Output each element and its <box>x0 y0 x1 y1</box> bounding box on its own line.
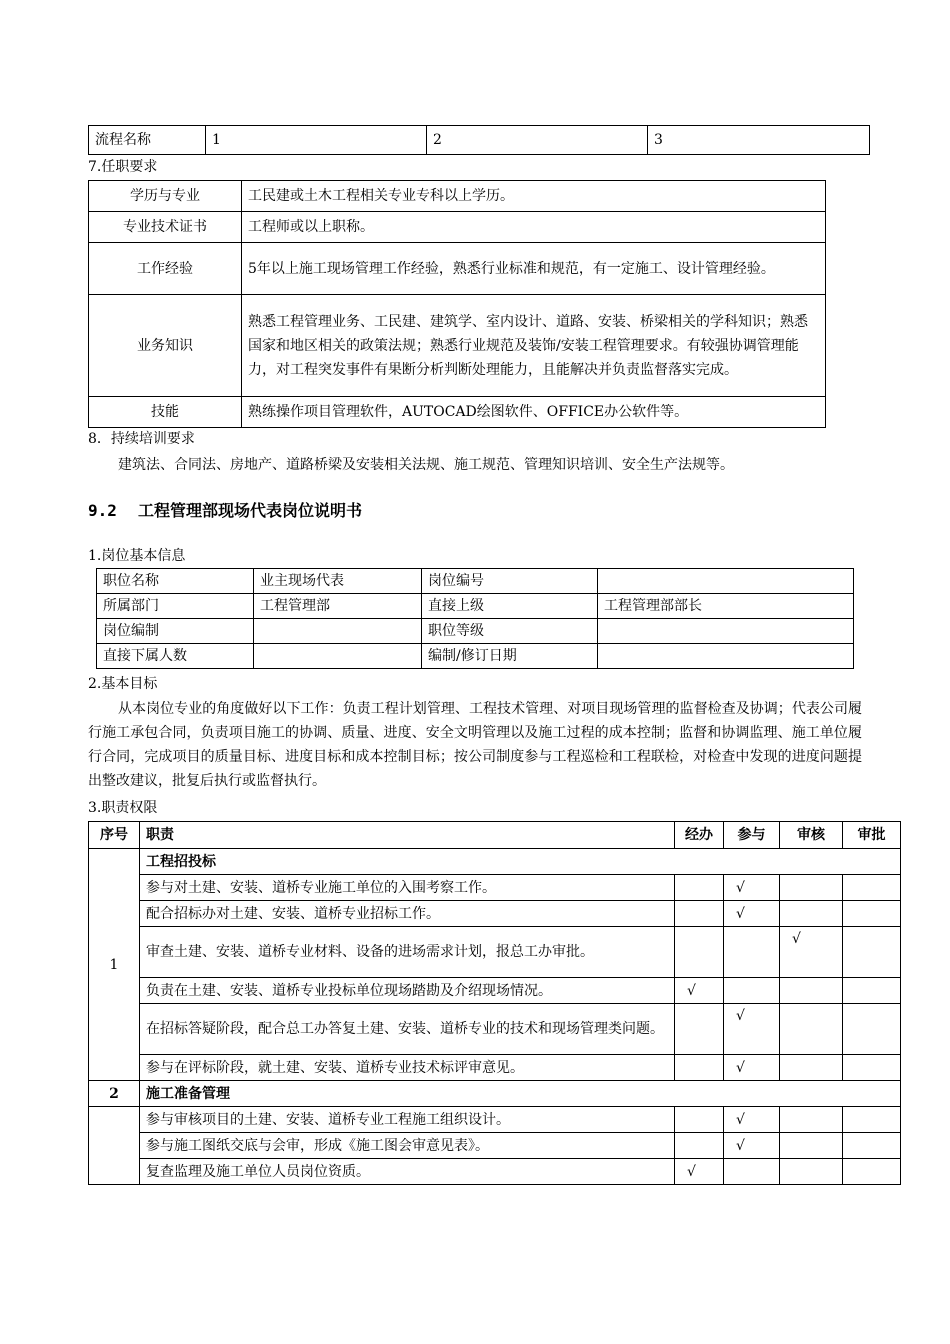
requirements-table <box>88 180 826 428</box>
group-number: 2 <box>89 1081 140 1107</box>
mark-review <box>780 1004 843 1055</box>
goal-title: 2.基本目标 <box>88 676 158 692</box>
info-cell <box>254 644 422 669</box>
mark-participate: √ <box>724 1107 780 1133</box>
duty-text: 在招标答疑阶段，配合总工办答复土建、安装、道桥专业的技术和现场管理类问题。 <box>140 1004 675 1055</box>
header-review: 审核 <box>780 822 843 849</box>
info-cell: 直接下属人数 <box>97 644 254 669</box>
info-cell <box>598 569 854 594</box>
info-cell: 直接上级 <box>422 594 598 619</box>
table-row <box>89 1055 901 1081</box>
group-row <box>89 849 901 875</box>
info-cell: 职位等级 <box>422 619 598 644</box>
group-number: 1 <box>89 849 140 1081</box>
responsibilities-table <box>88 821 901 1185</box>
mark-handle <box>675 1055 724 1081</box>
mark-review <box>780 1107 843 1133</box>
info-title: 1.岗位基本信息 <box>88 548 186 564</box>
info-cell: 编制/修订日期 <box>422 644 598 669</box>
req-value: 熟悉工程管理业务、工民建、建筑学、室内设计、道路、安装、桥梁相关的学科知识；熟悉国家和地区相关的政策法规；熟悉行业规范及装饰/安装工程管理要求。有较强协调管理能力，对工程突发事件有果断分析判断处理能力，且能解决并负责监督落实完成。 <box>242 295 826 397</box>
req-label: 技能 <box>89 397 242 428</box>
info-cell: 职位名称 <box>97 569 254 594</box>
header-handle: 经办 <box>675 822 724 849</box>
duty-text: 配合招标办对土建、安装、道桥专业招标工作。 <box>140 901 675 927</box>
mark-approve <box>843 901 901 927</box>
mark-participate: √ <box>724 901 780 927</box>
table-row <box>89 295 826 397</box>
heading-number: 9.2 <box>88 501 117 520</box>
table-row <box>97 569 854 594</box>
mark-review: √ <box>780 927 843 978</box>
mark-approve <box>843 1004 901 1055</box>
req-value: 熟练操作项目管理软件，AUTOCAD绘图软件、OFFICE办公软件等。 <box>242 397 826 428</box>
info-cell: 岗位编号 <box>422 569 598 594</box>
flow-label: 流程名称 <box>89 126 206 155</box>
group-name: 工程招投标 <box>140 849 901 875</box>
info-cell: 工程管理部部长 <box>598 594 854 619</box>
mark-participate <box>724 927 780 978</box>
table-row <box>89 875 901 901</box>
flow-col-2: 2 <box>427 126 648 155</box>
flow-col-1: 1 <box>206 126 427 155</box>
req-label: 专业技术证书 <box>89 212 242 243</box>
info-cell: 所属部门 <box>97 594 254 619</box>
flow-col-3: 3 <box>648 126 870 155</box>
heading-title: 工程管理部现场代表岗位说明书 <box>138 501 363 520</box>
info-cell: 工程管理部 <box>254 594 422 619</box>
mark-handle <box>675 1004 724 1055</box>
table-row <box>89 1107 901 1133</box>
table-row <box>89 978 901 1004</box>
header-duty: 职责 <box>140 822 675 849</box>
duty-text: 参与施工图纸交底与会审，形成《施工图会审意见表》。 <box>140 1133 675 1159</box>
mark-handle <box>675 901 724 927</box>
table-row <box>89 901 901 927</box>
mark-approve <box>843 978 901 1004</box>
mark-participate: √ <box>724 1055 780 1081</box>
mark-review <box>780 875 843 901</box>
mark-participate <box>724 978 780 1004</box>
mark-handle: √ <box>675 978 724 1004</box>
mark-review <box>780 901 843 927</box>
header-participate: 参与 <box>724 822 780 849</box>
section-8-title: 8．持续培训要求 <box>88 431 195 447</box>
table-row <box>89 126 870 155</box>
mark-review <box>780 978 843 1004</box>
info-cell: 岗位编制 <box>97 619 254 644</box>
mark-approve <box>843 1159 901 1185</box>
section-7-title: 7.任职要求 <box>88 159 158 175</box>
mark-approve <box>843 875 901 901</box>
duty-text: 参与对土建、安装、道桥专业施工单位的入围考察工作。 <box>140 875 675 901</box>
header-no: 序号 <box>89 822 140 849</box>
mark-approve <box>843 1133 901 1159</box>
mark-handle <box>675 927 724 978</box>
mark-handle <box>675 875 724 901</box>
group-name: 施工准备管理 <box>140 1081 901 1107</box>
header-approve: 审批 <box>843 822 901 849</box>
mark-approve <box>843 1055 901 1081</box>
req-value: 工民建或土木工程相关专业专科以上学历。 <box>242 181 826 212</box>
mark-handle: √ <box>675 1159 724 1185</box>
mark-review <box>780 1133 843 1159</box>
table-row <box>89 1159 901 1185</box>
duty-text: 负责在土建、安装、道桥专业投标单位现场踏勘及介绍现场情况。 <box>140 978 675 1004</box>
mark-participate: √ <box>724 875 780 901</box>
duty-text: 复查监理及施工单位人员岗位资质。 <box>140 1159 675 1185</box>
mark-handle <box>675 1133 724 1159</box>
req-value: 工程师或以上职称。 <box>242 212 826 243</box>
mark-participate: √ <box>724 1004 780 1055</box>
duty-text: 参与在评标阶段，就土建、安装、道桥专业技术标评审意见。 <box>140 1055 675 1081</box>
req-value: 5年以上施工现场管理工作经验，熟悉行业标准和规范，有一定施工、设计管理经验。 <box>242 243 826 295</box>
info-cell <box>254 619 422 644</box>
table-row <box>97 594 854 619</box>
table-row <box>97 644 854 669</box>
req-label: 学历与专业 <box>89 181 242 212</box>
mark-review <box>780 1055 843 1081</box>
group-number-empty <box>89 1107 140 1185</box>
req-label: 业务知识 <box>89 295 242 397</box>
table-header-row <box>89 822 901 849</box>
table-row <box>97 619 854 644</box>
table-row <box>89 1004 901 1055</box>
section-heading <box>88 499 117 523</box>
info-cell <box>598 619 854 644</box>
mark-participate: √ <box>724 1133 780 1159</box>
basic-info-table <box>96 568 854 669</box>
table-row <box>89 397 826 428</box>
duty-text: 参与审核项目的土建、安装、道桥专业工程施工组织设计。 <box>140 1107 675 1133</box>
mark-handle <box>675 1107 724 1133</box>
info-cell <box>598 644 854 669</box>
group-row <box>89 1081 901 1107</box>
req-label: 工作经验 <box>89 243 242 295</box>
table-row <box>89 212 826 243</box>
duty-text: 审查土建、安装、道桥专业材料、设备的进场需求计划，报总工办审批。 <box>140 927 675 978</box>
goal-text: 从本岗位专业的角度做好以下工作：负责工程计划管理、工程技术管理、对项目现场管理的监督检查及协调；代表公司履行施工承包合同，负责项目施工的协调、质量、进度、安全文明管理以及施工过程的成本控制；监督和协调监理、施工单位履行合同，完成项目的质量目标、进度目标和成本控制目标；按公司制度参与工程巡检和工程联检，对检查中发现的进度问题提出整改建议，批复后执行或监督执行。 <box>88 701 862 789</box>
table-row <box>89 181 826 212</box>
resp-title: 3.职责权限 <box>88 800 158 816</box>
mark-approve <box>843 1107 901 1133</box>
section-8-text: 建筑法、合同法、房地产、道路桥梁及安装相关法规、施工规范、管理知识培训、安全生产法规等。 <box>118 457 734 473</box>
info-cell: 业主现场代表 <box>254 569 422 594</box>
mark-approve <box>843 927 901 978</box>
flow-table <box>88 125 870 155</box>
table-row <box>89 927 901 978</box>
mark-review <box>780 1159 843 1185</box>
table-row <box>89 1133 901 1159</box>
table-row <box>89 243 826 295</box>
mark-participate <box>724 1159 780 1185</box>
